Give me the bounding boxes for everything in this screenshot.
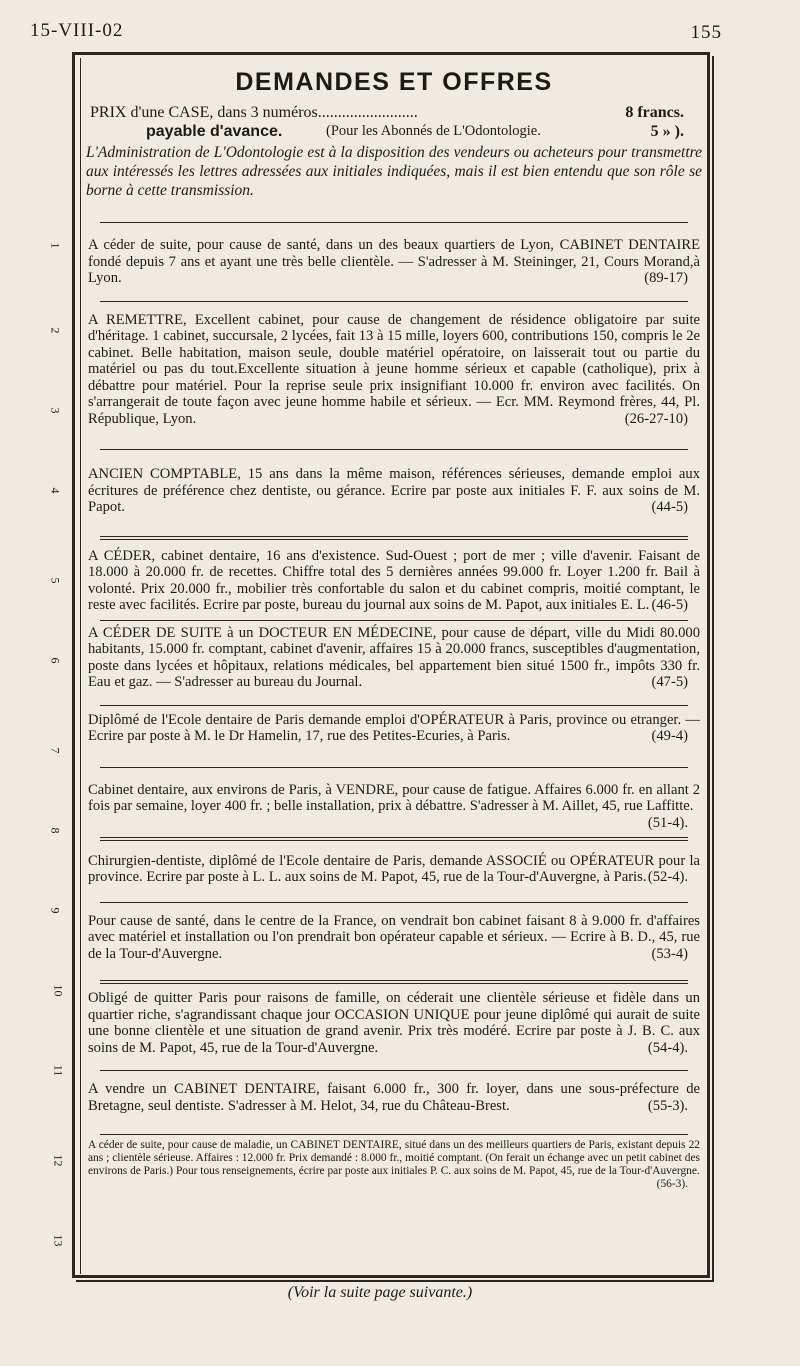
subscriber-note: (Pour les Abonnés de L'Odontologie. (326, 123, 541, 139)
margin-number-1: 1 (48, 242, 63, 249)
ad-ref: (51-4). (647, 814, 688, 831)
ad-5 (86, 625, 702, 691)
ad-text: A céder de suite, pour cause de maladie, un CABINET DENTAIRE, situé dans un des meilleurs quartiers de Paris, existant depuis 22 ans ; clientèle sérieuse. Affaires : 12.000 fr. Prix demandé : 8.000 fr., moitié comptant. (On ferait un échange avec un petit cabinet des environs de Paris.) Pour tous renseignements, écrire par poste aux initiales P. C. aux soins de M. Papot, 45, rue de la Tour-d'Auvergne. (88, 1139, 700, 1177)
ad-text: Cabinet dentaire, aux environs de Paris, à VENDRE, pour cause de fatigue. Affaires 6.000 fr. en allant 2 fois par semaine, loyer 400 fr. ; belle installation, prix à débattre. S'adresser à M. Aillet, 45, rue Laffitte. (88, 781, 700, 814)
classifieds-content (86, 58, 702, 1191)
divider (100, 449, 688, 450)
divider (100, 902, 688, 903)
intro-paragraph: L'Administration de L'Odontologie est à la disposition des vendeurs ou acheteurs pour transmettre aux intéressés les lettres adressées aux initiales indiquées, mais il est bien entendu que son rôle se borne à cette transmission. (86, 144, 702, 199)
subscriber-amount: 5 » ). (650, 123, 684, 140)
frame-shadow-right (712, 56, 714, 1282)
margin-number-11: 11 (51, 1064, 66, 1077)
page-number: 155 (690, 22, 722, 43)
margin-number-9: 9 (48, 907, 63, 914)
ad-ref: (46-5) (651, 597, 688, 613)
ad-ref: (54-4). (647, 1039, 688, 1056)
divider (100, 767, 688, 768)
margin-number-10: 10 (51, 984, 66, 997)
margin-number-7: 7 (48, 747, 63, 754)
divider (100, 539, 688, 540)
ad-text: A vendre un CABINET DENTAIRE, faisant 6.000 fr., 300 fr. loyer, dans une sous-préfecture de Bretagne, seul dentiste. S'adresser à M. Helot, 34, rue du Château-Brest. (88, 1081, 700, 1114)
ad-ref: (53-4) (651, 945, 688, 962)
ad-text: Chirurgien-dentiste, diplômé de l'Ecole dentaire de Paris, demande ASSOCIÉ ou OPÉRATEUR pour la province. Ecrire par poste à L. L. aux soins de M. Papot, 45, rue de la Tour-d'Auvergne, à Paris. (88, 852, 700, 885)
ad-text: A CÉDER, cabinet dentaire, 16 ans d'existence. Sud-Ouest ; port de mer ; ville d'avenir. Faisant de 18.000 à 20.000 fr. de recettes. Chiffre total des 5 dernières années 99.000 fr. Loyer 1.200 fr. Bail à volonté. Prix 20.000 fr., mobilier très confortable du salon et du cabinet compris, moitié comptant, le reste avec facilités. Ecrire par poste, bureau du journal aux soins de M. Papot, aux initiales E. L. (88, 547, 700, 613)
ad-text: A CÉDER DE SUITE à un DOCTEUR EN MÉDECINE, pour cause de départ, ville du Midi 80.000 habitants, 15.000 fr. comptant, cabinet d'avenir, affaires 15 à 20.000 francs, susceptibles d'augmentation, poste dans lycées et hôpitaux, relations médicales, bel appartement bien situé 1500 fr., impôts 330 fr. Eau et gaz. — S'adresser au bureau du Journal. (88, 624, 700, 690)
ad-1 (86, 237, 702, 287)
divider (100, 983, 688, 984)
divider (100, 980, 688, 981)
price-line-1 (86, 103, 702, 122)
margin-number-6: 6 (48, 657, 63, 664)
ad-ref: (26-27-10) (624, 410, 688, 427)
divider (100, 1070, 688, 1071)
ad-ref: (89-17) (644, 270, 688, 286)
margin-number-5: 5 (48, 577, 63, 584)
divider (100, 222, 688, 223)
margin-number-3: 3 (48, 407, 63, 414)
margin-number-12: 12 (51, 1154, 66, 1167)
margin-number-2: 2 (48, 327, 63, 334)
margin-number-13: 13 (51, 1234, 66, 1247)
frame-shadow-bottom (76, 1280, 714, 1282)
ad-ref: (56-3). (656, 1178, 688, 1190)
continued-note: (Voir la suite page suivante.) (287, 1284, 473, 1301)
ad-3 (86, 466, 702, 516)
ad-6 (86, 712, 702, 745)
divider (100, 837, 688, 838)
ad-9 (86, 913, 702, 963)
price-label: PRIX d'une CASE, dans 3 numéros......................... (90, 104, 418, 121)
margin-number-4: 4 (48, 487, 63, 494)
running-date: 15-VIII-02 (30, 20, 124, 41)
ad-text: Obligé de quitter Paris pour raisons de famille, on céderait une clientèle sérieuse et fidèle dans un quartier riche, s'agrandissant chaque jour OCCASION UNIQUE pour jeune diplômé qui aurait de suite une bonne clientèle et une situation de grand avenir. Prix très modéré. Ecrire par poste à J. B. C. aux soins de M. Papot, 45, rue de la Tour-d'Auvergne. (88, 990, 700, 1056)
payable-label: payable d'avance. (146, 123, 283, 140)
ad-ref: (52-4). (647, 869, 688, 885)
price-line-2 (86, 122, 702, 141)
frame-inner-line (80, 58, 81, 1274)
ad-ref: (55-3). (647, 1097, 688, 1114)
divider (100, 301, 688, 302)
page-title: DEMANDES ET OFFRES (235, 68, 553, 96)
ad-text: ANCIEN COMPTABLE, 15 ans dans la même maison, références sérieuses, demande emploi aux écritures de préférence chez dentiste, ou gérance. Ecrire par poste aux initiales F. F. aux soins de M. Papot. (88, 466, 700, 515)
divider (100, 705, 688, 706)
ad-ref: (44-5) (651, 499, 688, 515)
ad-12 (86, 1139, 702, 1190)
ad-2 (86, 312, 702, 428)
ad-ref: (47-5) (651, 674, 688, 690)
divider (100, 536, 688, 537)
divider (100, 1134, 688, 1135)
price-amount: 8 francs. (625, 104, 684, 121)
margin-number-8: 8 (48, 827, 63, 834)
ad-4 (86, 548, 702, 614)
ad-10 (86, 990, 702, 1056)
ad-8 (86, 853, 702, 886)
divider (100, 840, 688, 841)
ad-text: Diplômé de l'Ecole dentaire de Paris demande emploi d'OPÉRATEUR à Paris, province ou etranger. — Ecrire par poste à M. le Dr Hamelin, 17, rue des Petites-Ecuries, à Paris. (88, 711, 700, 744)
ad-7 (86, 781, 702, 831)
ad-text: A REMETTRE, Excellent cabinet, pour cause de changement de résidence obligatoire par suite d'héritage. 1 cabinet, succursale, 2 lycées, fait 13 à 15 mille, loyers 600, contributions 150, compris le 2e cabinet. Belle habitation, maison seule, double matériel opératoire, on laisserait tout ou partie du matériel ou pas du tout.Excellente situation à jeune homme sérieux et capable (catholique), prix à débattre pour matériel. Pour la reprise seule prix insignifiant 10.000 fr. environ avec facilités. On s'arrangerait de toute façon avec jeune homme habile et sérieux. — Ecr. MM. Reymond frères, 44, Pl. République, Lyon. (88, 311, 700, 427)
divider (100, 620, 688, 621)
ad-text: A céder de suite, pour cause de santé, dans un des beaux quartiers de Lyon, CABINET DENTAIRE fondé depuis 7 ans et ayant une très belle clientèle. — S'adresser à M. Steininger, 21, Cours Morand,à Lyon. (88, 237, 700, 286)
ad-text: Pour cause de santé, dans le centre de la France, on vendrait bon cabinet faisant 8 à 9.000 fr. d'affaires avec matériel et installation ou l'on prendrait bon opérateur capable et sérieux. — Ecrire à B. D., 45, rue de la Tour-d'Auvergne. (88, 912, 700, 962)
ad-11 (86, 1081, 702, 1114)
ad-ref: (49-4) (651, 728, 688, 744)
